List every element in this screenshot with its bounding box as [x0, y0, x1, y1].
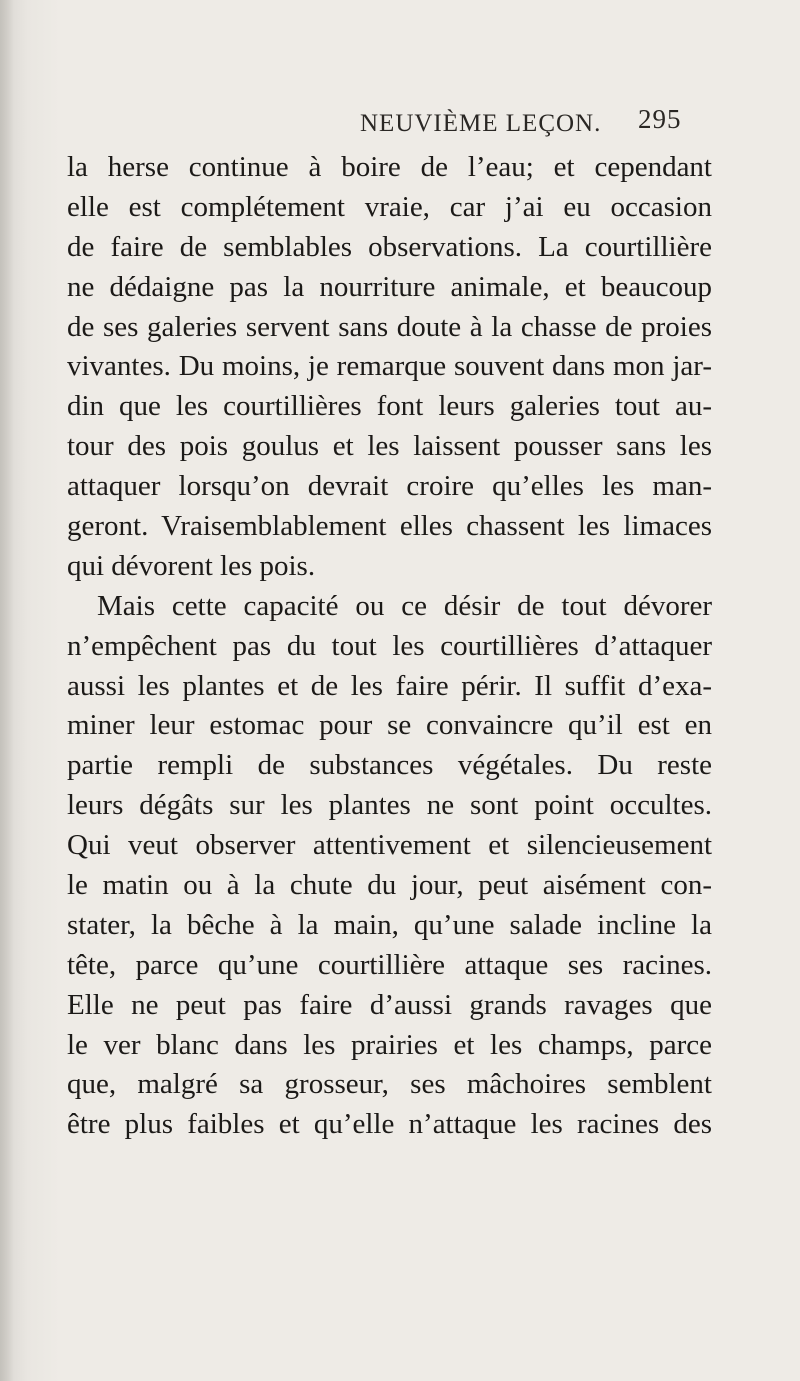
text-line: le ver blanc dans les prairies et les champs, parce	[67, 1028, 712, 1061]
paragraph-end-line: qui dévorent les pois.	[67, 549, 316, 582]
paragraph-first-line: Mais cette capacité ou ce désir de tout dévorer	[97, 589, 712, 622]
text-line: stater, la bêche à la main, qu’une salade incline la	[67, 908, 712, 941]
text-line: miner leur estomac pour se convaincre qu’il est en	[67, 709, 712, 742]
text-line: tour des pois goulus et les laissent pousser sans les	[67, 430, 712, 463]
text-line: geront. Vraisemblablement elles chassent les limaces	[67, 510, 712, 543]
text-line: tête, parce qu’une courtillière attaque ses racines.	[67, 948, 712, 981]
text-line: de ses galeries servent sans doute à la chasse de proies	[67, 310, 712, 343]
text-line: être plus faibles et qu’elle n’attaque les racines des	[67, 1108, 712, 1141]
text-line: que, malgré sa grosseur, ses mâchoires semblent	[67, 1068, 712, 1101]
text-line: din que les courtillières font leurs galeries tout au-	[67, 390, 712, 423]
running-head	[0, 100, 800, 140]
text-line: elle est complétement vraie, car j’ai eu occasion	[67, 190, 712, 223]
text-line: la herse continue à boire de l’eau; et cependant	[67, 151, 712, 183]
running-title: NEUVIÈME LEÇON.	[360, 110, 602, 137]
text-line: vivantes. Du moins, je remarque souvent dans mon jar-	[67, 350, 712, 383]
text-line: Elle ne peut pas faire d’aussi grands ravages que	[67, 988, 712, 1021]
text-line: le matin ou à la chute du jour, peut aisément con-	[67, 869, 712, 902]
text-line: partie rempli de substances végétales. Du reste	[67, 749, 712, 782]
text-line: de faire de semblables observations. La courtillière	[67, 230, 712, 263]
text-line: attaquer lorsqu’on devrait croire qu’elles les man-	[67, 470, 712, 503]
gutter-shadow	[0, 0, 14, 1381]
text-line: Qui veut observer attentivement et silencieusement	[67, 829, 712, 862]
body-text	[67, 147, 712, 1144]
text-line: ne dédaigne pas la nourriture animale, et beaucoup	[67, 270, 712, 303]
text-line: n’empêchent pas du tout les courtillières d’attaquer	[67, 629, 712, 662]
text-line: aussi les plantes et de les faire périr. Il suffit d’exa-	[67, 669, 712, 702]
page-number: 295	[638, 104, 682, 134]
text-line: leurs dégâts sur les plantes ne sont point occultes.	[67, 789, 712, 822]
